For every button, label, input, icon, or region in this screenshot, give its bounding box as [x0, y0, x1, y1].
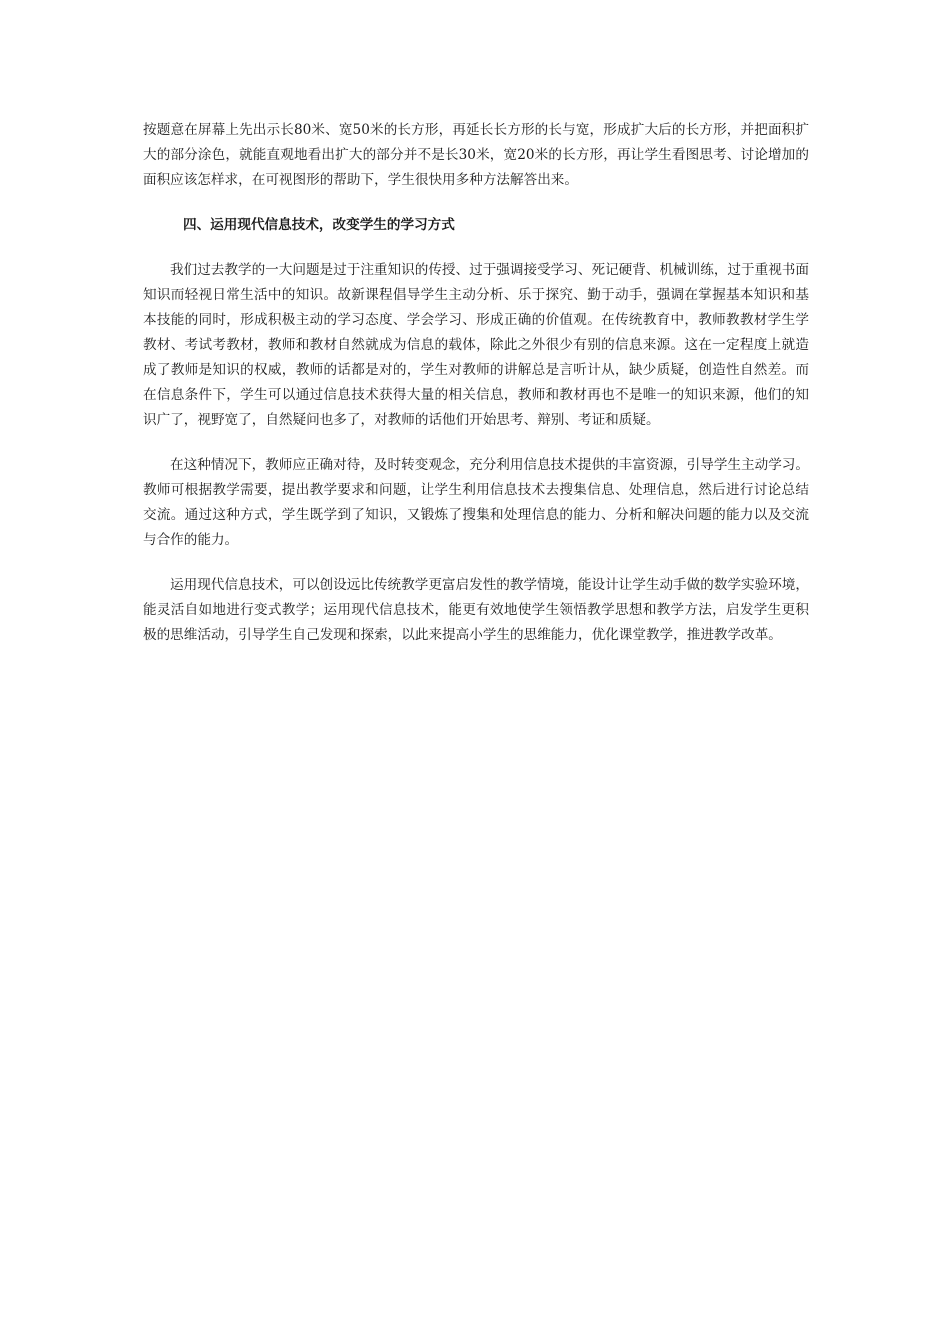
paragraph-teacher-guidance: 在这种情况下，教师应正确对待，及时转变观念，充分利用信息技术提供的丰富资源，引导学生主动学习。教师可根据教学需要，提出教学要求和问题，让学生利用信息技术去搜集信息、处理信息，然后进行讨论总结交流。通过这种方式，学生既学到了知识，又锻炼了搜集和处理信息的能力、分析和解决问题的能力以及交流与合作的能力。	[143, 457, 809, 548]
paragraph-rectangle-example: 按题意在屏幕上先出示长80米、宽50米的长方形，再延长长方形的长与宽，形成扩大后的长方形，并把面积扩大的部分涂色，就能直观地看出扩大的部分并不是长30米，宽20米的长方形，再让学生看图思考、讨论增加的面积应该怎样求，在可视图形的帮助下，学生很快用多种方法解答出来。	[143, 122, 809, 188]
section-heading: 四、运用现代信息技术，改变学生的学习方式	[183, 217, 455, 233]
paragraph-traditional-teaching: 我们过去教学的一大问题是过于注重知识的传授、过于强调接受学习、死记硬背、机械训练，过于重视书面知识而轻视日常生活中的知识。故新课程倡导学生主动分析、乐于探究、勤于动手，强调在掌握基本知识和基本技能的同时，形成积极主动的学习态度、学会学习、形成正确的价值观。在传统教育中，教师教教材学生学教材、考试考教材，教师和教材自然就成为信息的载体，除此之外很少有别的信息来源。这在一定程度上就造成了教师是知识的权威，教师的话都是对的，学生对教师的讲解总是言听计从，缺少质疑，创造性自然差。而在信息条件下，学生可以通过信息技术获得大量的相关信息，教师和教材再也不是唯一的知识来源，他们的知识广了，视野宽了，自然疑问也多了，对教师的话他们开始思考、辩别、考证和质疑。	[143, 262, 809, 428]
paragraph-conclusion: 运用现代信息技术，可以创设远比传统教学更富启发性的教学情境，能设计让学生动手做的数学实验环境，能灵活自如地进行变式教学；运用现代信息技术，能更有效地使学生领悟教学思想和教学方法，启发学生更积极的思维活动，引导学生自己发现和探索，以此来提高小学生的思维能力，优化课堂教学，推进教学改革。	[143, 577, 809, 643]
document-page	[143, 118, 809, 668]
